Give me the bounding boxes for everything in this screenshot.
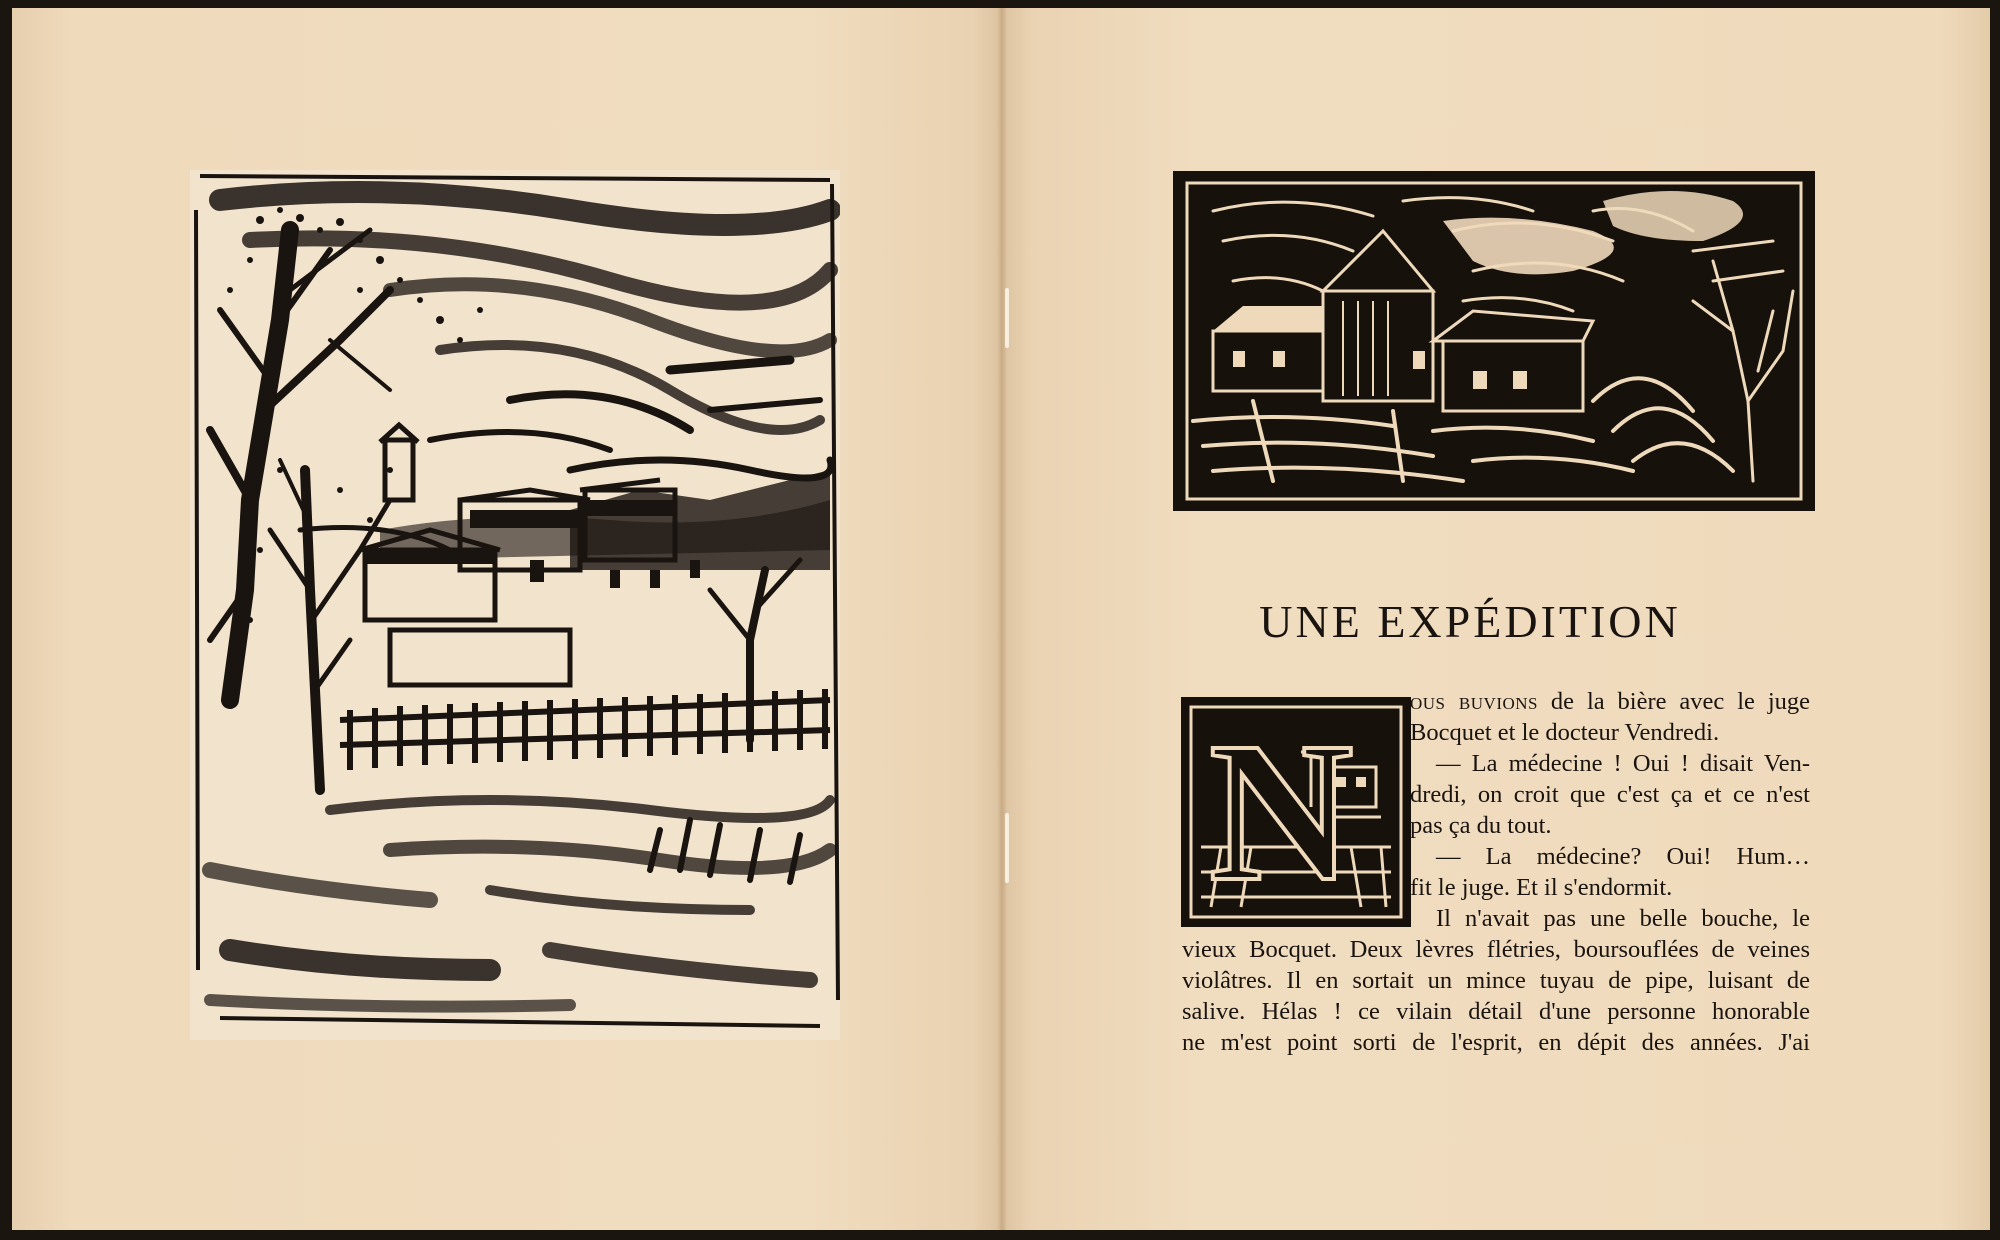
text-line: ne m'est point sorti de l'esprit, en dépit des années. J'ai	[1182, 1029, 1810, 1056]
text-line: violâtres. Il en sortait un mince tuyau de pipe, luisant de	[1182, 967, 1810, 994]
drop-cap-letter: N	[1209, 702, 1354, 923]
binding-stitch	[1005, 813, 1009, 883]
woodcut-house-header-illustration	[1173, 171, 1815, 511]
text-line: fit le juge. Et il s'endormit.	[1410, 874, 1673, 901]
text-line: — La médecine? Oui! Hum…	[1436, 843, 1810, 870]
text-fragment: de la bière avec le juge	[1538, 688, 1810, 715]
text-line: — La médecine ! Oui ! disait Ven-	[1436, 750, 1810, 777]
book-gutter	[997, 8, 1007, 1230]
text-line: dredi, on croit que c'est ça et ce n'est	[1410, 781, 1810, 808]
text-line	[1410, 686, 1810, 717]
text-line: vieux Bocquet. Deux lèvres flétries, boursouflées de veines	[1182, 936, 1810, 963]
drop-cap-woodcut	[1181, 697, 1411, 927]
small-caps-opening: ous buvions	[1410, 688, 1538, 715]
opening-paragraph	[1410, 686, 1810, 934]
text-line: Bocquet et le docteur Vendredi.	[1410, 719, 1720, 746]
text-line: pas ça du tout.	[1410, 812, 1552, 839]
chapter-title: UNE EXPÉDITION	[1259, 596, 1681, 647]
text-line: salive. Hélas ! ce vilain détail d'une personne honorable	[1182, 998, 1810, 1025]
binding-stitch	[1005, 288, 1009, 348]
text-line: Il n'avait pas une belle bouche, le	[1436, 905, 1810, 932]
body-paragraph	[1182, 934, 1810, 1058]
landscape-lithograph-illustration	[190, 170, 840, 1040]
